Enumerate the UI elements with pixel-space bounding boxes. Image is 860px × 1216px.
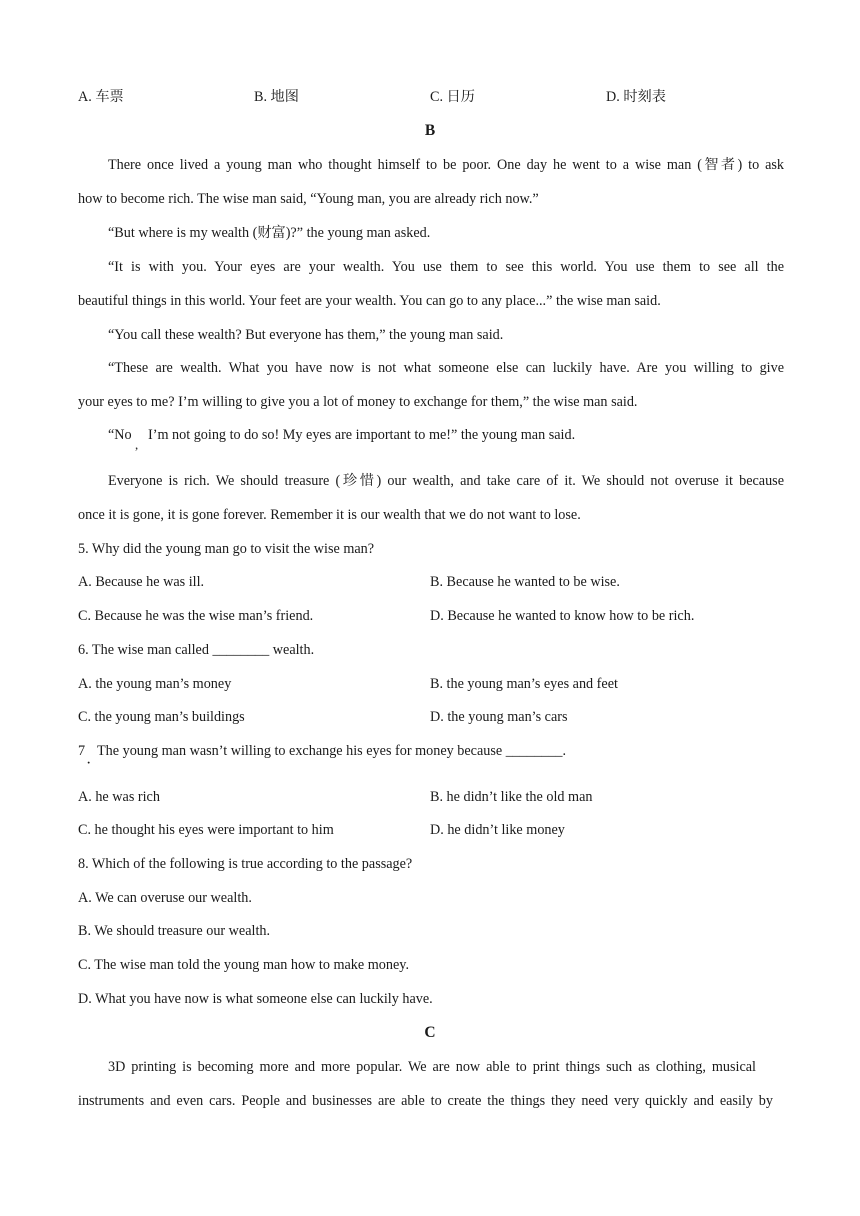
option-c: C. 日历 bbox=[430, 89, 475, 105]
question-5-option-d: D. Because he wanted to know how to be rich. bbox=[430, 608, 695, 624]
question-8-option-a: A. We can overuse our wealth. bbox=[78, 890, 252, 906]
section-c-heading: C bbox=[424, 1024, 436, 1041]
question-7-number: 7 bbox=[78, 743, 86, 759]
passage-c-l2: instruments and even cars. People and businesses are able to create the things they need very quickly and easily by bbox=[78, 1093, 773, 1109]
passage-b-p7-l1: Everyone is rich. We should treasure (珍惜) our wealth, and take care of it. We should not overuse it because bbox=[108, 473, 784, 489]
question-6-option-a: A. the young man’s money bbox=[78, 676, 232, 692]
question-7-stem: The young man wasn’t willing to exchange his eyes for money because ________. bbox=[97, 743, 566, 759]
passage-b-p2: “But where is my wealth (财富)?” the young man asked. bbox=[108, 225, 431, 241]
question-5-option-b: B. Because he wanted to be wise. bbox=[430, 574, 620, 590]
passage-b-p3-l1: “It is with you. Your eyes are your wealth. You use them to see this world. You use them to see all the bbox=[108, 259, 784, 275]
passage-b-p3-l2: beautiful things in this world. Your feet are your wealth. You can go to any place...” the wise man said. bbox=[78, 293, 661, 309]
question-5-stem: 5. Why did the young man go to visit the wise man? bbox=[78, 541, 375, 557]
option-b: B. 地图 bbox=[254, 89, 299, 105]
question-6-option-b: B. the young man’s eyes and feet bbox=[430, 676, 618, 692]
stray-comma-mark: , bbox=[135, 437, 139, 452]
passage-b-p6-start: “No bbox=[108, 427, 132, 443]
question-7-option-b: B. he didn’t like the old man bbox=[430, 789, 593, 805]
question-5-option-a: A. Because he was ill. bbox=[78, 574, 205, 590]
question-7-option-d: D. he didn’t like money bbox=[430, 822, 565, 838]
passage-b-p5-l2: your eyes to me? I’m willing to give you a lot of money to exchange for them,” the wise man said. bbox=[78, 394, 638, 410]
stray-dot-mark: · bbox=[86, 755, 92, 772]
section-b-heading: B bbox=[424, 122, 436, 139]
question-6-option-c: C. the young man’s buildings bbox=[78, 709, 245, 725]
passage-b-p6-rest: I’m not going to do so! My eyes are important to me!” the young man said. bbox=[148, 427, 576, 443]
passage-b-p7-l2: once it is gone, it is gone forever. Remember it is our wealth that we do not want to lose. bbox=[78, 507, 581, 523]
passage-b-p5-l1: “These are wealth. What you have now is not what someone else can luckily have. Are you willing to give bbox=[108, 360, 784, 376]
question-8-option-d: D. What you have now is what someone else can luckily have. bbox=[78, 991, 433, 1007]
question-7-option-c: C. he thought his eyes were important to him bbox=[78, 822, 334, 838]
passage-c-l1: 3D printing is becoming more and more popular. We are now able to print things such as clothing, musical bbox=[108, 1059, 756, 1075]
question-8-stem: 8. Which of the following is true according to the passage? bbox=[78, 856, 413, 872]
question-6-option-d: D. the young man’s cars bbox=[430, 709, 568, 725]
passage-b-p1-l1: There once lived a young man who thought himself to be poor. One day he went to a wise man (智者) to ask bbox=[108, 157, 784, 173]
option-d: D. 时刻表 bbox=[606, 89, 666, 105]
option-a: A. 车票 bbox=[78, 89, 124, 105]
question-7-option-a: A. he was rich bbox=[78, 789, 160, 805]
question-8-option-c: C. The wise man told the young man how to make money. bbox=[78, 957, 409, 973]
passage-b-p4: “You call these wealth? But everyone has them,” the young man said. bbox=[108, 327, 504, 343]
question-8-option-b: B. We should treasure our wealth. bbox=[78, 923, 271, 939]
passage-b-p1-l2: how to become rich. The wise man said, “Young man, you are already rich now.” bbox=[78, 191, 539, 207]
question-5-option-c: C. Because he was the wise man’s friend. bbox=[78, 608, 314, 624]
question-6-stem: 6. The wise man called ________ wealth. bbox=[78, 642, 315, 658]
